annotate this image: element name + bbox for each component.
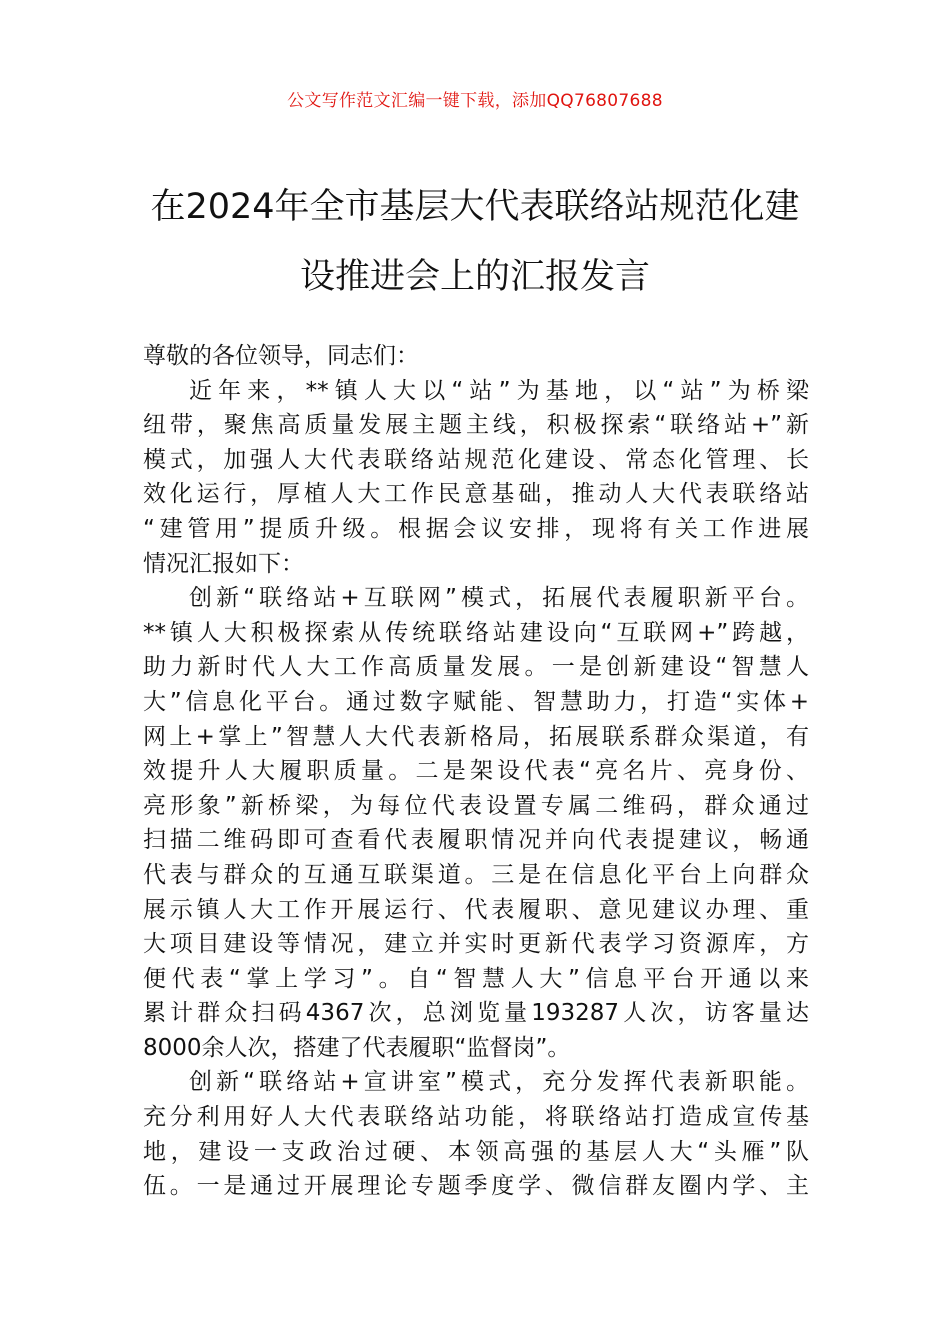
body-line: 8000余人次，搭建了代表履职“监督岗”。: [143, 1034, 571, 1061]
body-line: 近年来，**镇人大以“站”为基地，以“站”为桥梁: [189, 377, 809, 404]
salutation: 尊敬的各位领导，同志们：: [143, 343, 419, 369]
body-line: 情况汇报如下：: [143, 550, 304, 577]
title-line: 设推进会上的汇报发言: [299, 257, 650, 297]
document-body: [143, 339, 809, 1204]
body-line: 展示镇人大工作开展运行、代表履职、意见建议办理、重: [143, 896, 809, 923]
body-line: “建管用”提质升级。根据会议安排，现将有关工作进展: [143, 515, 809, 542]
body-line: 创新“联络站+互联网”模式，拓展代表履职新平台。: [189, 585, 809, 612]
body-line: 亮形象”新桥梁，为每位代表设置专属二维码，群众通过: [143, 792, 809, 819]
body-line: **镇人大积极探索从传统联络站建设向“互联网+”跨越，: [143, 619, 809, 646]
body-line: 模式，加强人大代表联络站规范化建设、常态化管理、长: [143, 446, 809, 473]
body-line: 效提升人大履职质量。二是架设代表“亮名片、亮身份、: [143, 758, 809, 785]
body-line: 创新“联络站+宣讲室”模式，充分发挥代表新职能。: [189, 1069, 809, 1096]
header-note: 公文写作范文汇编一键下载，添加QQ76807688: [287, 91, 663, 111]
body-line: 网上+掌上”智慧人大代表新格局，拓展联系群众渠道，有: [143, 723, 809, 750]
body-line: 效化运行，厚植人大工作民意基础，推动人大代表联络站: [143, 481, 809, 508]
body-line: 充分利用好人大代表联络站功能，将联络站打造成宣传基: [143, 1104, 809, 1131]
body-line: 纽带，聚焦高质量发展主题主线，积极探索“联络站+”新: [143, 412, 809, 439]
document-title: [140, 172, 810, 312]
body-line: 大项目建设等情况，建立并实时更新代表学习资源库，方: [143, 931, 809, 958]
body-line: 地，建设一支政治过硬、本领高强的基层人大“头雁”队: [143, 1138, 809, 1165]
body-line: 累计群众扫码4367次，总浏览量193287人次，访客量达: [143, 1000, 809, 1027]
title-line: 在2024年全市基层大代表联络站规范化建: [150, 187, 800, 227]
body-line: 大”信息化平台。通过数字赋能、智慧助力，打造“实体+: [143, 688, 809, 715]
body-line: 便代表“掌上学习”。自“智慧人大”信息平台开通以来: [143, 965, 809, 992]
body-line: 代表与群众的互通互联渠道。三是在信息化平台上向群众: [143, 861, 809, 888]
body-line: 助力新时代人大工作高质量发展。一是创新建设“智慧人: [143, 654, 809, 681]
body-line: 伍。一是通过开展理论专题季度学、微信群友圈内学、主: [143, 1173, 809, 1200]
body-line: 扫描二维码即可查看代表履职情况并向代表提建议，畅通: [143, 827, 809, 854]
